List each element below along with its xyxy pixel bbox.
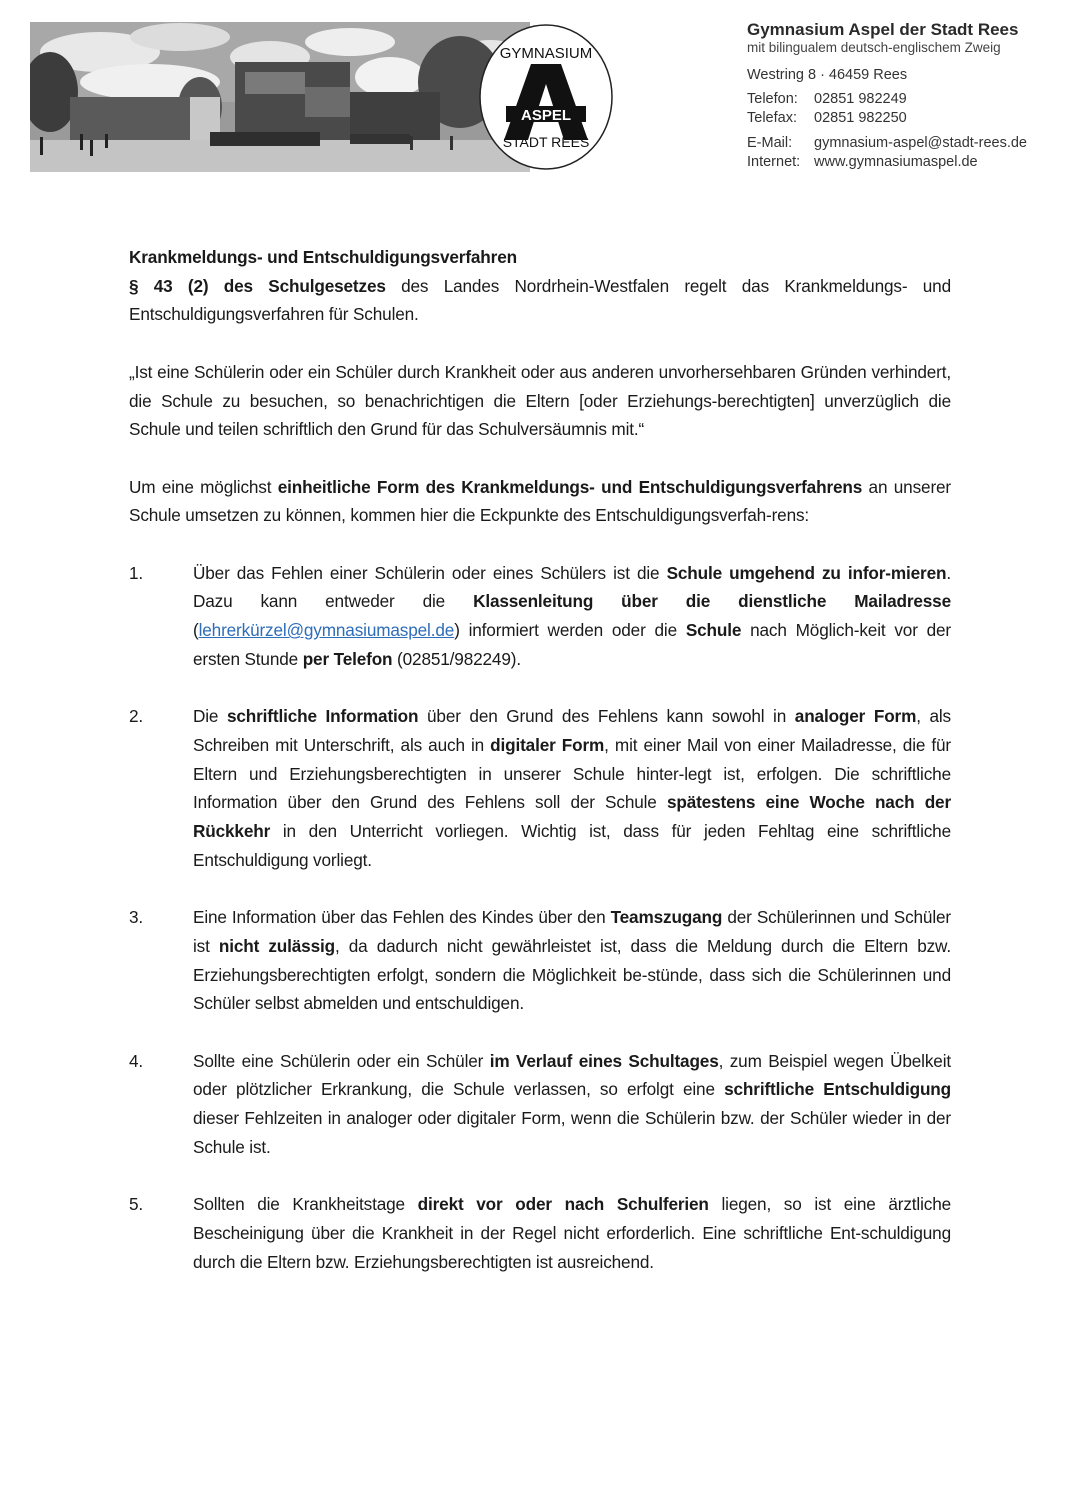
bold-text: digitaler Form (490, 734, 605, 755)
bold-text: nicht zulässig (218, 935, 335, 956)
bold-text: Klassenleitung über die dienstliche Mailadresse (473, 591, 951, 612)
list-item-2 (129, 702, 951, 874)
text: liegen, so ist eine ärztliche Bescheinigung über die Krankheit in der Regel nicht erforderlich. Eine schriftliche Ent-schuldigung durch die Eltern bzw. Erziehungsberechtigten ist ausreichend. (193, 1194, 952, 1272)
lead-paragraph (129, 473, 951, 530)
list-item-1 (129, 559, 951, 674)
school-logo (476, 22, 616, 172)
contact-website (747, 153, 1067, 172)
text: nach Möglich-keit vor der ersten Stunde (193, 620, 951, 669)
text: über den Grund des Fehlens kann sowohl in (418, 706, 795, 727)
bold-text: per Telefon (302, 648, 393, 669)
logo-bottom-text: STADT REES (502, 134, 590, 150)
bold-text: direkt vor oder nach Schulferien (417, 1194, 709, 1215)
list-number: 4. (129, 1050, 144, 1071)
document-title: Krankmeldungs- und Entschuldigungsverfahren (129, 247, 517, 267)
document-body (129, 243, 951, 1276)
list-number: 2. (129, 706, 144, 727)
school-photo-icon (30, 22, 530, 172)
contact-label: Telefon: (747, 91, 798, 107)
law-reference: § 43 (2) des Schulgesetzes (129, 275, 386, 296)
text: Die (193, 706, 227, 727)
contact-value: 02851 982249 (814, 91, 907, 107)
contact-label: Internet: (747, 154, 801, 170)
bold-text: Schule (685, 620, 742, 641)
bold-text: analoger Form (794, 706, 917, 727)
text: ( (193, 620, 199, 641)
list-item-5 (129, 1190, 951, 1276)
list-text (193, 1190, 951, 1276)
school-building-photo (30, 22, 530, 172)
bold-text: schriftliche Information (226, 706, 419, 727)
contact-fax (747, 109, 1067, 128)
contact-label: E-Mail: (747, 135, 793, 151)
bold-text: schriftliche Entschuldigung (724, 1079, 951, 1100)
text: , als Schreiben mit Unterschrift, als auch in (193, 706, 951, 755)
list-item-4 (129, 1047, 951, 1162)
text: Über das Fehlen einer Schülerin oder eines Schülers ist die (193, 562, 667, 583)
text: , zum Beispiel wegen Übelkeit oder plötzlicher Erkrankung, die Schule verlassen, so erfolgt eine (193, 1050, 951, 1100)
law-quote: „Ist eine Schülerin oder ein Schüler durch Krankheit oder aus anderen unvorhersehbaren Gründen verhindert, die Schule zu besuchen, so benachrichtigen die Eltern [oder Erziehungs-berechtigten] unverzüglich die Schule und teilen schriftlich den Grund für das Schulversäumnis mit.“ (129, 361, 951, 440)
text: der Schülerinnen und Schüler ist (193, 907, 951, 956)
text: Eine Information über das Fehlen des Kindes über den (193, 907, 611, 928)
contact-email (747, 134, 1067, 153)
contact-value: gymnasium-aspel@stadt-rees.de (814, 135, 1027, 151)
list-number: 1. (129, 562, 144, 583)
list-number: 3. (129, 907, 144, 928)
bold-text: spätestens eine Woche nach der Rückkehr (193, 792, 951, 841)
text: ) informiert werden oder die (454, 620, 686, 641)
lead-text: Um eine möglichst (129, 476, 278, 497)
list-text (193, 702, 951, 874)
teacher-email-link[interactable]: lehrerkürzel@gymnasiumaspel.de (198, 620, 455, 641)
text: Sollten die Krankheitstage (193, 1194, 418, 1215)
logo-band-text: ASPEL (520, 107, 572, 124)
text: , da dadurch nicht gewährleistet ist, dass die Meldung durch die Eltern bzw. Erziehungsberechtigten erfolgt, sondern die Möglichkeit be-stünde, dass sich die Schülerinnen und Schüler selbst abmelden und entschuldigen. (193, 935, 951, 1014)
contact-phone (747, 90, 1067, 109)
contact-value: www.gymnasiumaspel.de (814, 154, 978, 170)
list-text (193, 1047, 951, 1162)
lead-text: an unserer Schule umsetzen zu können, kommen hier die Eckpunkte des Entschuldigungsverfah-rens: (129, 476, 951, 526)
text: in den Unterricht vorliegen. Wichtig ist, dass für jeden Fehltag eine schriftliche Entschuldigung vorliegt. (193, 821, 951, 870)
text: Sollte eine Schülerin oder ein Schüler (193, 1050, 490, 1071)
intro-paragraph (129, 272, 951, 329)
intro-text: des Landes Nordrhein-Westfalen regelt das Krankmeldungs- und Entschuldigungsverfahren für Schulen. (129, 275, 951, 325)
text: . Dazu kann entweder die (193, 562, 951, 612)
contact-label: Telefax: (747, 110, 797, 126)
bold-text: im Verlauf eines Schultages (489, 1050, 719, 1071)
school-subtitle: mit bilingualem deutsch-englischem Zweig (747, 40, 1001, 55)
text: dieser Fehlzeiten in analoger oder digitaler Form, wenn die Schülerin bzw. der Schüler wieder in der Schule ist. (193, 1108, 951, 1157)
school-address: Westring 8 · 46459 Rees (747, 67, 908, 83)
bold-text: Schule umgehend zu infor-mieren (666, 562, 947, 583)
logo-top-text: GYMNASIUM (499, 45, 593, 62)
letterhead (747, 20, 1067, 172)
text: (02851/982249). (392, 648, 521, 669)
contact-value: 02851 982250 (814, 110, 907, 126)
list-number: 5. (129, 1194, 144, 1215)
lead-bold: einheitliche Form des Krankmeldungs- und Entschuldigungsverfahrens (277, 476, 863, 497)
school-name: Gymnasium Aspel der Stadt Rees (747, 20, 1019, 39)
list-item-3 (129, 903, 951, 1018)
list-text (193, 559, 951, 674)
text: , mit einer Mail von einer Mailadresse, die für Eltern und Erziehungsberechtigten in unserer Schule hinter-legt ist, erfolgen. Die schriftliche Information über den Grund des Fehlens soll der Schule (193, 734, 952, 813)
bold-text: Teamszugang (610, 907, 723, 928)
list-text (193, 903, 951, 1018)
